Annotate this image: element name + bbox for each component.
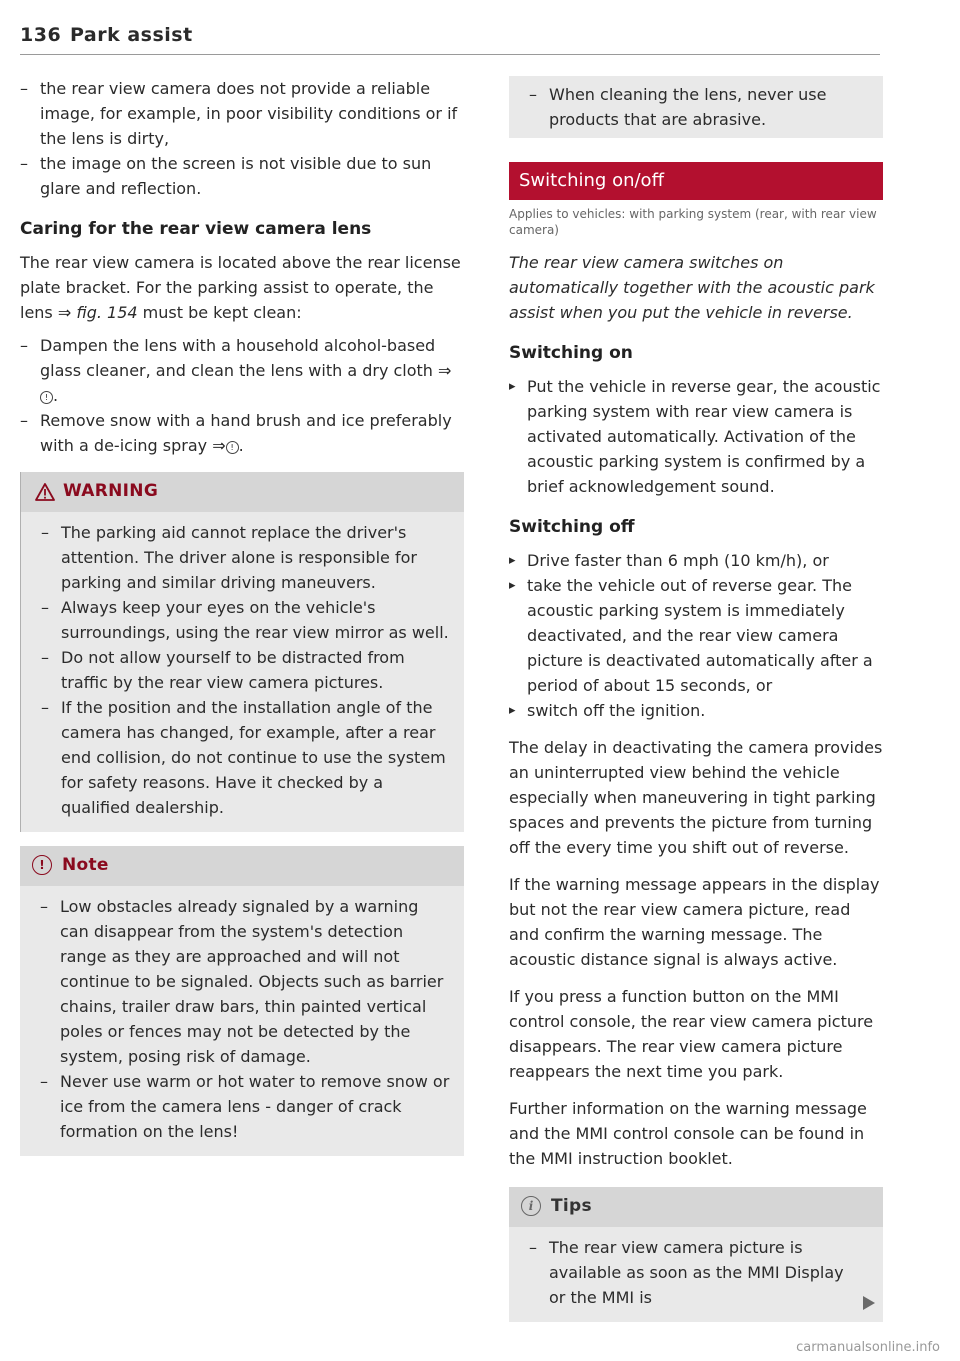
left-column xyxy=(20,76,464,1156)
list-item: – the image on the screen is not visible due to sun glare and reflection. xyxy=(20,151,464,201)
note-header xyxy=(20,846,464,886)
page-number: 136 xyxy=(20,24,62,46)
exclamation-circle-icon: ! xyxy=(32,855,52,875)
right-column xyxy=(509,76,883,1322)
list-item: ▸ switch off the ignition. xyxy=(509,698,883,723)
body-paragraph: Further information on the warning message and the MMI control console can be found in the MMI instruction booklet. xyxy=(509,1099,867,1168)
switching-off-heading: Switching off xyxy=(509,517,635,537)
note-reference-link[interactable]: ⇒ ! xyxy=(212,436,238,455)
note-reference-icon: ! xyxy=(226,441,239,454)
note-box xyxy=(20,846,464,1156)
tips-title: Tips xyxy=(551,1196,592,1216)
list-item: ▸ Drive faster than 6 mph (10 km/h), or xyxy=(509,548,883,573)
warning-triangle-icon xyxy=(35,483,55,501)
list-item: – If the position and the installation angle of the camera has changed, for example, after a rear end collision, do not continue to use the system for safety reasons. Have it checked by a qualified dealership. xyxy=(41,695,450,820)
list-item: ▸ take the vehicle out of reverse gear. The acoustic parking system is immediately deactivated, and the rear view camera picture is deactivated automatically after a period of about 15 seconds, or xyxy=(509,573,883,698)
section-title-bar xyxy=(509,162,883,200)
note-list xyxy=(40,894,450,1144)
list-item: – Always keep your eyes on the vehicle's surroundings, using the rear view mirror as well. xyxy=(41,595,450,645)
list-item: – the rear view camera does not provide a reliable image, for example, in poor visibility conditions or if the lens is dirty, xyxy=(20,76,464,151)
warning-header xyxy=(21,472,464,512)
section-title: Switching on/off xyxy=(519,170,664,191)
body-paragraph: If the warning message appears in the display but not the rear view camera picture, read and confirm the warning message. The acoustic distance signal is always active. xyxy=(509,875,880,969)
intro-list xyxy=(20,76,464,201)
list-item: – Remove snow with a hand brush and ice preferably with a de-icing spray ⇒ ! . xyxy=(20,408,464,458)
page-header xyxy=(20,24,880,55)
list-item: – When cleaning the lens, never use products that are abrasive. xyxy=(529,82,871,132)
body-paragraph: If you press a function button on the MMI control console, the rear view camera picture disappears. The rear view camera picture reappears the next time you park. xyxy=(509,987,874,1081)
switching-off-list xyxy=(509,548,883,723)
tips-header xyxy=(509,1187,883,1227)
warning-list xyxy=(41,520,450,820)
list-item: – Low obstacles already signaled by a warning can disappear from the system's detection range as they are approached and will not continue to be signaled. Objects such as barrier chains, trailer draw bars, thin painted vertical poles or fences may not be detected by the system, posing risk of damage. xyxy=(40,894,450,1069)
tips-list xyxy=(529,1235,849,1310)
note-title: Note xyxy=(62,855,109,875)
figure-reference-link[interactable]: ⇒ fig. 154 xyxy=(57,303,138,322)
note-reference-link[interactable]: ⇒! xyxy=(40,361,451,405)
lead-paragraph: The rear view camera switches on automatically together with the acoustic park assist when you put the vehicle in reverse. xyxy=(509,253,875,322)
watermark: carmanualsonline.info xyxy=(796,1340,940,1355)
caring-paragraph: The rear view camera is located above the rear license plate bracket. For the parking assist to operate, the lens ⇒ fig. 154 must be kept clean: xyxy=(20,253,461,322)
note-reference-icon: ! xyxy=(40,391,53,404)
body-paragraph: The delay in deactivating the camera provides an uninterrupted view behind the vehicle especially when maneuvering in tight parking spaces and prevents the picture from turning off the every time you shift out of reverse. xyxy=(509,738,883,857)
list-item: ▸ Put the vehicle in reverse gear, the acoustic parking system with rear view camera is activated automatically. Activation of the acoustic parking system is confirmed by a brief acknowledgement sound. xyxy=(509,374,883,499)
continue-arrow-icon[interactable] xyxy=(863,1296,875,1310)
list-item: – Dampen the lens with a household alcohol-based glass cleaner, and clean the lens with a dry cloth ⇒! . xyxy=(20,333,464,408)
applies-to-text: Applies to vehicles: with parking system (rear, with rear view camera) xyxy=(509,207,877,237)
warning-box xyxy=(20,472,464,832)
list-item: – Do not allow yourself to be distracted from traffic by the rear view camera pictures. xyxy=(41,645,450,695)
caring-heading: Caring for the rear view camera lens xyxy=(20,219,372,239)
info-circle-icon: i xyxy=(521,1196,541,1216)
switching-on-heading: Switching on xyxy=(509,343,633,363)
list-item: – Never use warm or hot water to remove snow or ice from the camera lens - danger of crack formation on the lens! xyxy=(40,1069,450,1144)
list-item: – The rear view camera picture is available as soon as the MMI Display or the MMI is xyxy=(529,1235,849,1310)
list-item: – The parking aid cannot replace the driver's attention. The driver alone is responsible for parking and similar driving maneuvers. xyxy=(41,520,450,595)
section-name: Park assist xyxy=(70,24,193,46)
tips-box xyxy=(509,1187,883,1322)
switching-on-list xyxy=(509,374,883,499)
caring-list xyxy=(20,333,464,458)
continued-note-box xyxy=(509,76,883,138)
warning-title: WARNING xyxy=(63,481,159,501)
